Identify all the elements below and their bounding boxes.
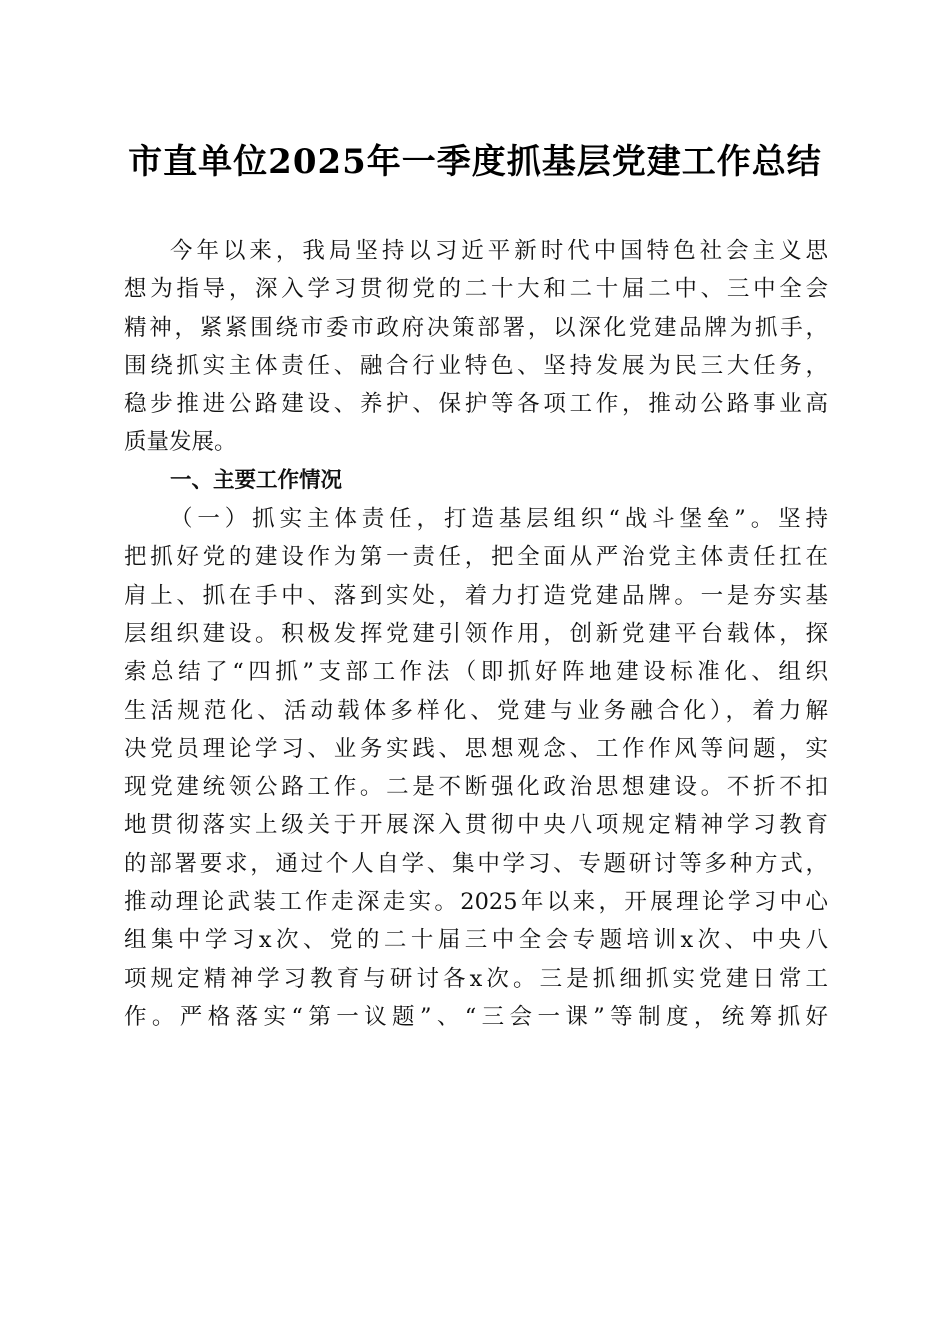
paragraph-line: 层组织建设。积极发挥党建引领作用，创新党建平台载体，探	[124, 620, 828, 647]
paragraph-line: 生活规范化、活动载体多样化、党建与业务融合化），着力解	[124, 697, 828, 724]
paragraph-line: 把抓好党的建设作为第一责任，把全面从严治党主体责任扛在	[124, 544, 828, 571]
paragraph-line: 肩上、抓在手中、落到实处，着力打造党建品牌。一是夯实基	[124, 582, 828, 609]
paragraph-line: 作。严格落实“第一议题”、“三会一课”等制度，统筹抓好	[124, 1003, 828, 1030]
paragraph-line: 围绕抓实主体责任、融合行业特色、坚持发展为民三大任务，	[124, 352, 828, 379]
paragraph-line: 项规定精神学习教育与研讨各x次。三是抓细抓实党建日常工	[124, 965, 828, 992]
paragraph-line: 推动理论武装工作走深走实。2025年以来，开展理论学习中心	[124, 889, 828, 916]
paragraph-line: 质量发展。	[124, 429, 237, 456]
section-heading: 一、主要工作情况	[170, 467, 343, 493]
document-body	[124, 232, 828, 1036]
document-title: 市直单位2025年一季度抓基层党建工作总结	[128, 142, 822, 182]
paragraph-line: 稳步推进公路建设、养护、保护等各项工作，推动公路事业高	[124, 391, 828, 418]
paragraph-line: 地贯彻落实上级关于开展深入贯彻中央八项规定精神学习教育	[124, 812, 828, 839]
paragraph-line: 想为指导，深入学习贯彻党的二十大和二十届二中、三中全会	[124, 276, 828, 303]
paragraph-line: 组集中学习x次、党的二十届三中全会专题培训x次、中央八	[124, 927, 828, 954]
subsection-line: （一）抓实主体责任，打造基层组织“战斗堡垒”。坚持	[170, 506, 828, 533]
paragraph-line: 决党员理论学习、业务实践、思想观念、工作作风等问题，实	[124, 735, 828, 762]
paragraph-line: 的部署要求，通过个人自学、集中学习、专题研讨等多种方式，	[124, 850, 828, 877]
paragraph-line: 精神，紧紧围绕市委市政府决策部署，以深化党建品牌为抓手，	[124, 314, 828, 341]
paragraph-line: 现党建统领公路工作。二是不断强化政治思想建设。不折不扣	[124, 774, 828, 801]
paragraph-line: 索总结了“四抓”支部工作法（即抓好阵地建设标准化、组织	[124, 659, 828, 686]
paragraph-line: 今年以来，我局坚持以习近平新时代中国特色社会主义思	[170, 238, 828, 264]
